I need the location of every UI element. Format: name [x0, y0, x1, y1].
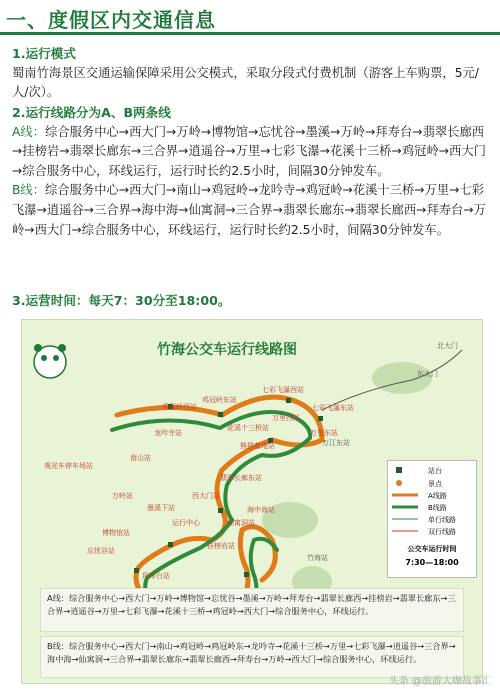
- line-b-panel: B线：综合服务中心→西大门→南山→鸡冠岭→鸡冠岭东→龙吟寺→花溪十三桥→万里→七彩飞瀑→逍遥谷→三合界→海中海→仙寓洞→三合界→翡翠长廊东→翡翠长廊西→拜寿台→万岭→西大门→综合服务中心，环线运行。: [40, 636, 464, 678]
- label-wanli-east: 万里东站: [310, 429, 338, 437]
- section-title: 一、度假区内交通信息: [6, 8, 216, 32]
- label-museum: 博物馆站: [102, 529, 130, 537]
- label-zhuhai: 竹海站: [307, 554, 328, 562]
- legend-time-title: 公交车运行时间: [407, 545, 457, 553]
- label-wanli-west: 万里西站: [272, 414, 300, 422]
- label-panda-base: 熊猫基地站: [240, 442, 275, 450]
- route-a-text: 综合服务中心→西大门→万岭→博物馆→忘忧谷→墨溪→万岭→拜寿台→翡翠长廊西→挂榜岩→翡翠长廊东→三合界→逍遥谷→万里→七彩飞瀑→花溪十三桥→鸡冠岭→西大门→综合服务中心，环线运行，运行时长约2.5小时，间隔30分钟发车。: [12, 124, 486, 178]
- label-nanshan: 南山站: [130, 454, 151, 462]
- legend-two-way: 双行线路: [428, 528, 456, 536]
- route-a-label: A线：: [12, 124, 46, 139]
- heading-routes: 2.运行线路分为A、B两条线: [12, 105, 171, 120]
- label-corridor-east: 翡翠长廊东站: [220, 474, 262, 482]
- label-xianyu: 仙寓洞站: [227, 519, 255, 527]
- line-a-panel: A线：综合服务中心→西大门→万岭→博物馆→忘忧谷→墨溪→万岭→拜寿台→翡翠长廊西→挂榜岩→翡翠长廊东→三合界→逍遥谷→万里→七彩飞瀑→花溪十三桥→鸡冠岭→西大门→综合服务中心，环线运行。: [40, 588, 464, 632]
- hill-area-1: [372, 362, 432, 394]
- legend-time: 7:30—18:00: [405, 558, 459, 567]
- route-b-text: 综合服务中心→西大门→南山→鸡冠岭→龙吟寺→鸡冠岭→花溪十三桥→万里→七彩飞瀑→逍遥谷→三合界→海中海→仙寓洞→三合界→翡翠长廊东→翡翠长廊西→拜寿台→万岭→西大门→综合服务中心，环线运行，运行时长约2.5小时，间隔30分钟发车。: [12, 183, 486, 237]
- station-marker: [218, 412, 223, 417]
- heading-hours: 3.运营时间：每天7：30分至18:00。: [12, 293, 231, 308]
- legend-scenic: 景点: [428, 480, 442, 488]
- map-title: 竹海公交车运行线路图: [157, 342, 297, 358]
- label-north-gate: 北大门: [437, 342, 458, 350]
- section-1: [12, 44, 490, 103]
- label-wanjiang: 万江东站: [322, 439, 350, 447]
- legend-station: 站台: [428, 467, 442, 475]
- label-jiguanling-west: 鸡冠岭西站: [162, 403, 197, 411]
- station-marker: [318, 416, 323, 421]
- label-wanling: 万岭站: [112, 492, 133, 500]
- legend-line-b: B线路: [428, 504, 447, 512]
- label-east-gate: 东大门: [417, 370, 438, 378]
- label-waterfall-west: 七彩飞瀑西站: [262, 386, 304, 394]
- label-waterfall-east: 七彩飞瀑东站: [312, 404, 354, 412]
- operation-mode-text: 蜀南竹海景区交通运输保障采用公交模式，采取分段式付费机制（游客上车购票，5元/人/次）。: [12, 65, 479, 100]
- station-marker: [134, 568, 139, 573]
- title-underline: [0, 32, 500, 35]
- route-b: [12, 181, 490, 240]
- label-wangyou: 忘忧谷站: [87, 547, 115, 555]
- route-b-label: B线：: [12, 183, 46, 198]
- route-a: [12, 123, 490, 182]
- legend-line-a: A线路: [428, 492, 447, 500]
- label-huaxi: 花溪十三桥站: [227, 424, 269, 432]
- section-2: [12, 103, 490, 240]
- label-guabang: 挂榜岩站: [207, 542, 235, 550]
- label-west-gate: 西大门站: [192, 492, 220, 500]
- map-legend: [387, 460, 477, 578]
- station-marker: [218, 508, 223, 513]
- panda-icon: [34, 344, 66, 378]
- watermark: 头条 @旅游大咖故事汇: [388, 676, 492, 687]
- station-marker: [168, 542, 173, 547]
- label-jiguanling-east: 鸡冠岭东站: [202, 396, 237, 404]
- legend-graphic: [388, 461, 476, 577]
- route-map: [21, 319, 483, 684]
- label-parking: 观光车停车场站: [44, 462, 93, 470]
- label-baishou: 拜寿台站: [142, 572, 170, 580]
- label-longyin: 龙吟寺站: [154, 429, 182, 437]
- label-moxi: 墨溪下站: [147, 504, 175, 512]
- heading-operation-mode: 1.运行模式: [12, 46, 76, 61]
- legend-one-way: 单行线路: [428, 516, 456, 524]
- station-marker: [244, 572, 249, 577]
- label-center: 运行中心: [172, 519, 200, 527]
- station-marker: [286, 398, 291, 403]
- label-haizhonghai: 海中海站: [247, 506, 275, 514]
